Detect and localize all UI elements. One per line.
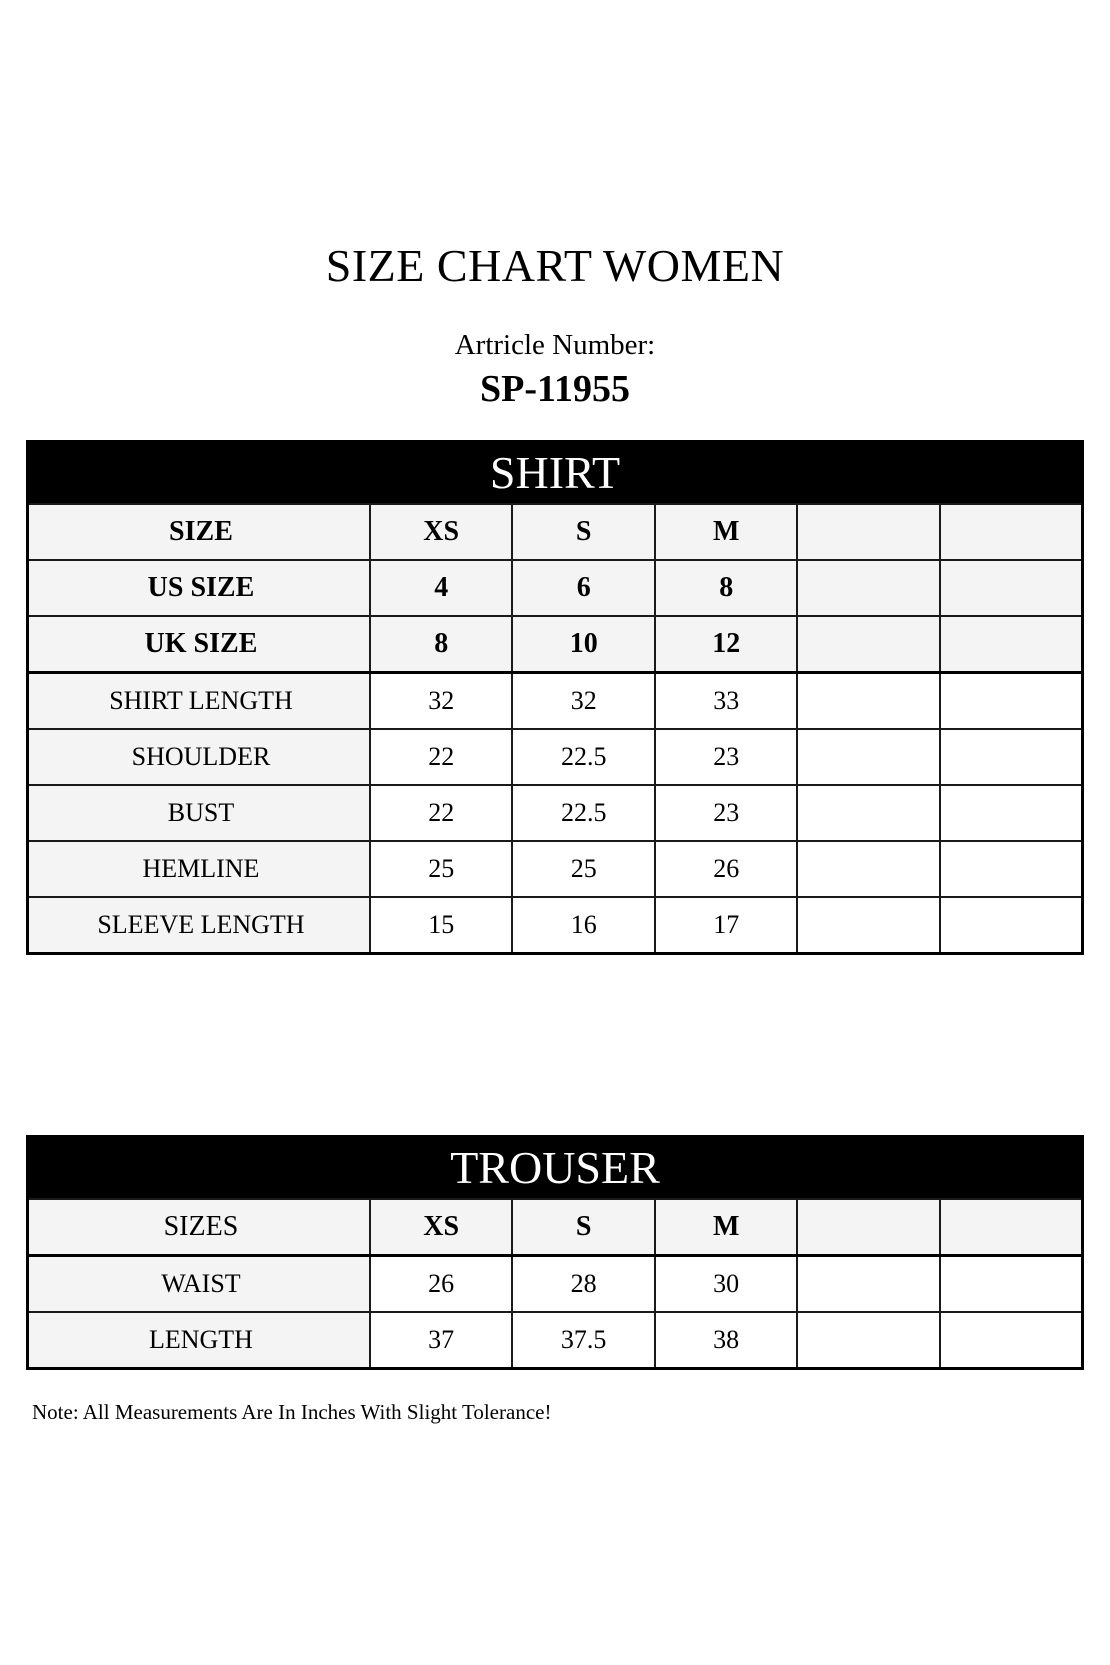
size-cell (797, 1199, 940, 1256)
size-cell: 4 (370, 560, 513, 616)
measurement-cell (940, 841, 1083, 897)
shirt-us-size-row (28, 560, 1083, 616)
measurement-cell (940, 785, 1083, 841)
size-cell: S (512, 504, 655, 560)
page-title: SIZE CHART WOMEN (325, 240, 785, 291)
size-cell: 6 (512, 560, 655, 616)
size-cell (940, 560, 1083, 616)
measurement-cell: 37.5 (512, 1312, 655, 1369)
row-label: SHOULDER (28, 729, 370, 785)
measurement-cell: 32 (512, 673, 655, 730)
measurement-cell (797, 1256, 940, 1313)
measurement-cell: 22.5 (512, 785, 655, 841)
shirt-size-row (28, 504, 1083, 560)
trouser-length-row (28, 1312, 1083, 1369)
article-number-value: SP-11955 (480, 368, 630, 410)
size-cell (797, 504, 940, 560)
measurement-cell (797, 673, 940, 730)
size-cell (940, 1199, 1083, 1256)
measurement-cell (940, 729, 1083, 785)
measurement-cell: 15 (370, 897, 513, 954)
measurement-cell (940, 897, 1083, 954)
waist-row (28, 1256, 1083, 1313)
measurement-cell: 33 (655, 673, 798, 730)
row-label: SIZE (28, 504, 370, 560)
measurement-cell: 37 (370, 1312, 513, 1369)
row-label: LENGTH (28, 1312, 370, 1369)
hemline-row (28, 841, 1083, 897)
measurement-cell: 22.5 (512, 729, 655, 785)
row-label: UK SIZE (28, 616, 370, 673)
row-label: SLEEVE LENGTH (28, 897, 370, 954)
measurement-cell: 28 (512, 1256, 655, 1313)
bust-row (28, 785, 1083, 841)
size-cell: 8 (370, 616, 513, 673)
measurement-cell: 30 (655, 1256, 798, 1313)
measurement-cell (797, 1312, 940, 1369)
sleeve-length-row (28, 897, 1083, 954)
measurement-cell (940, 1256, 1083, 1313)
measurement-cell: 25 (512, 841, 655, 897)
size-cell: 12 (655, 616, 798, 673)
measurement-cell: 38 (655, 1312, 798, 1369)
measurement-cell: 23 (655, 729, 798, 785)
size-cell (940, 616, 1083, 673)
measurement-cell (940, 1312, 1083, 1369)
shoulder-row (28, 729, 1083, 785)
row-label: HEMLINE (28, 841, 370, 897)
size-cell: M (655, 1199, 798, 1256)
size-cell (797, 616, 940, 673)
size-cell: 8 (655, 560, 798, 616)
measurement-cell (797, 841, 940, 897)
shirt-section-header: SHIRT (28, 442, 1083, 505)
measurement-cell (940, 673, 1083, 730)
size-cell: XS (370, 1199, 513, 1256)
size-cell: S (512, 1199, 655, 1256)
measurement-note: Note: All Measurements Are In Inches With Slight Tolerance! (32, 1400, 552, 1424)
shirt-size-table (26, 440, 1084, 955)
size-cell: 10 (512, 616, 655, 673)
trouser-size-table (26, 1135, 1084, 1370)
measurement-cell: 25 (370, 841, 513, 897)
trouser-sizes-row (28, 1199, 1083, 1256)
size-cell (797, 560, 940, 616)
measurement-cell: 23 (655, 785, 798, 841)
measurement-cell: 22 (370, 785, 513, 841)
size-cell: XS (370, 504, 513, 560)
size-cell (940, 504, 1083, 560)
article-number-label: Artricle Number: (454, 329, 656, 361)
measurement-cell: 17 (655, 897, 798, 954)
measurement-cell: 22 (370, 729, 513, 785)
row-label: SHIRT LENGTH (28, 673, 370, 730)
row-label: SIZES (28, 1199, 370, 1256)
measurement-cell (797, 897, 940, 954)
size-cell: M (655, 504, 798, 560)
measurement-cell: 32 (370, 673, 513, 730)
measurement-cell: 26 (655, 841, 798, 897)
row-label: WAIST (28, 1256, 370, 1313)
measurement-cell: 16 (512, 897, 655, 954)
row-label: BUST (28, 785, 370, 841)
measurement-cell: 26 (370, 1256, 513, 1313)
trouser-section-header: TROUSER (28, 1137, 1083, 1200)
measurement-cell (797, 785, 940, 841)
shirt-length-row (28, 673, 1083, 730)
shirt-uk-size-row (28, 616, 1083, 673)
measurement-cell (797, 729, 940, 785)
row-label: US SIZE (28, 560, 370, 616)
